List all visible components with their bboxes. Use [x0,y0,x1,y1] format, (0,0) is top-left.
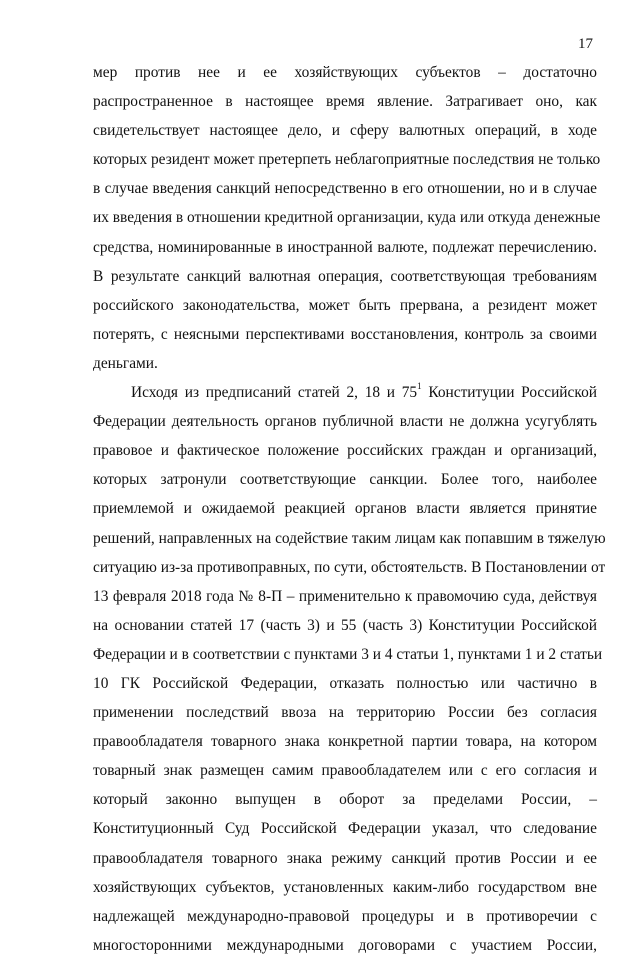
footnote-superscript: 1 [417,380,422,391]
paragraph-2 [93,378,606,960]
text-line: в случае введения санкций непосредственно в его отношении, но и в случае [93,180,597,198]
text-line: российского законодательства, может быть прервана, а резидент может [93,296,597,314]
text-line: потерять, с неясными перспективами восстановления, контроль за своими [93,325,597,343]
text-line: правообладателя товарного знака режиму санкций против России и ее [93,849,597,867]
text-line: правовое и фактическое положение российских граждан и организаций, [93,442,597,460]
text-line: многосторонними международными договорами с участием России, [93,936,597,954]
text-line: 13 февраля 2018 года № 8-П – применительно к правомочию суда, действуя [93,587,597,605]
text-line: хозяйствующих субъектов, установленных каким-либо государством вне [93,878,597,896]
text-line: их введения в отношении кредитной организации, куда или откуда денежные [93,209,601,227]
text-line: решений, направленных на содействие таким лицам как попавшим в тяжелую [93,529,606,547]
text-segment: Исходя из предписаний статей 2, 18 и 75 [131,384,418,402]
text-line: В результате санкций валютная операция, соответствующая требованиям [93,267,597,285]
text-line: Федерации деятельность органов публичной власти не должна усугублять [93,413,597,431]
text-line: приемлемой и ожидаемой реакцией органов власти является принятие [93,500,597,518]
page-number: 17 [578,36,593,52]
text-line: правообладателя товарного знака конкретной партии товара, на котором [93,733,597,751]
text-line: средства, номинированные в иностранной валюте, подлежат перечислению. [93,238,597,256]
text-line: надлежащей международно-правовой процедуры и в противоречии с [93,907,597,925]
text-line: деньгами. [93,354,158,372]
text-line: ситуацию из-за противоправных, по сути, обстоятельств. В Постановлении от [93,558,606,576]
text-line-first [93,378,597,407]
paragraph-1 [93,58,601,378]
text-line: Конституционный Суд Российской Федерации указал, что следование [93,820,597,838]
text-line: Федерации и в соответствии с пунктами 3 и 4 статьи 1, пунктами 1 и 2 статьи [93,645,603,663]
text-line: который законно выпущен в оборот за пределами России, – [93,791,597,809]
text-segment: Конституции Российской [421,384,598,402]
text-line: свидетельствует настоящее дело, и сферу валютных операций, в ходе [93,122,597,140]
text-line: 10 ГК Российской Федерации, отказать полностью или частично в [93,674,597,692]
text-line: которых резидент может претерпеть неблагоприятные последствия не только [93,151,601,169]
text-line: применении последствий ввоза на территорию России без согласия [93,704,597,722]
text-line: мер против нее и ее хозяйствующих субъектов – достаточно [93,64,597,81]
text-line: распространенное в настоящее время явление. Затрагивает оно, как [93,93,597,111]
body-text [93,58,606,960]
text-line: которых затронули соответствующие санкции. Более того, наиболее [93,471,597,489]
text-line: на основании статей 17 (часть 3) и 55 (часть 3) Конституции Российской [93,616,597,634]
text-line: товарный знак размещен самим правообладателем или с его согласия и [93,762,597,780]
